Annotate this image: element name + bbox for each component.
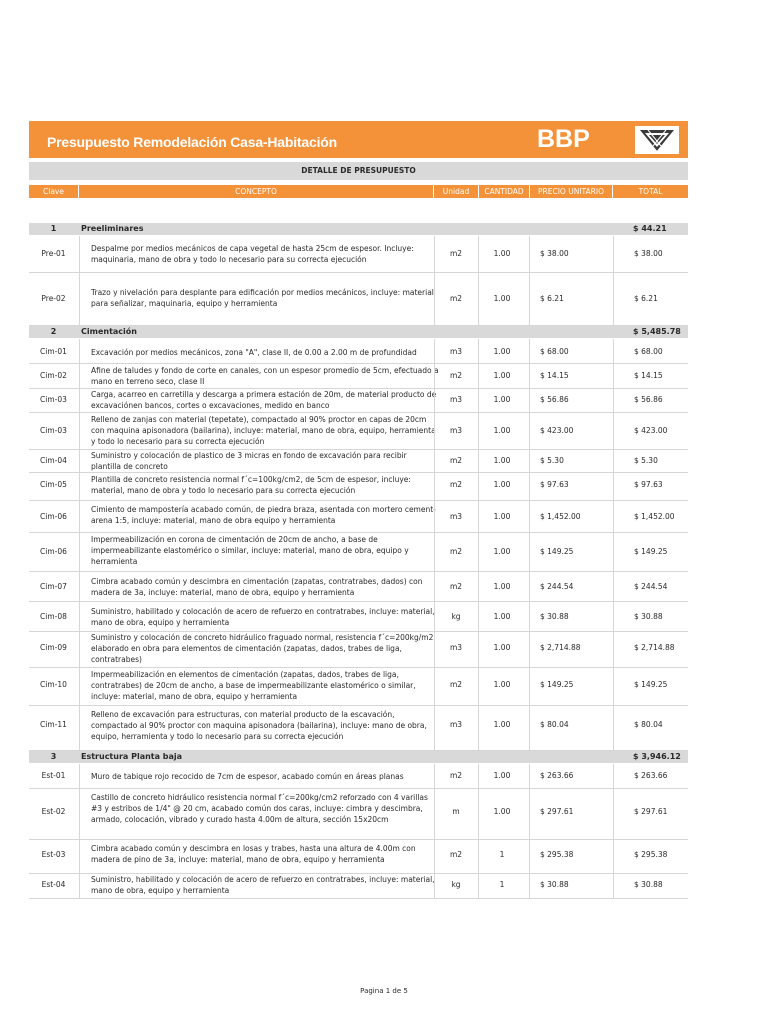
column-divider — [529, 236, 530, 272]
row-clave: Cim-10 — [40, 680, 67, 689]
row-unit-price: $ 14.15 — [540, 371, 569, 380]
row-quantity: 1.00 — [493, 347, 511, 356]
column-divider — [79, 339, 80, 363]
section-total: $ 5,485.78 — [633, 327, 681, 336]
column-divider — [529, 273, 530, 325]
table-row — [29, 273, 688, 326]
row-clave: Cim-01 — [40, 347, 67, 356]
table-row — [29, 413, 688, 450]
column-divider — [79, 413, 80, 449]
column-divider — [434, 364, 435, 388]
row-quantity: 1.00 — [493, 720, 511, 729]
column-divider — [613, 764, 614, 788]
row-unit: m3 — [449, 347, 463, 356]
table-row — [29, 236, 688, 273]
section-header — [29, 751, 688, 763]
row-unit: m2 — [449, 547, 463, 556]
column-divider — [529, 389, 530, 412]
section-name: Preeliminares — [81, 224, 144, 233]
row-clave: Cim-05 — [40, 480, 67, 489]
row-description: Suministro y colocación de plastico de 3 micras en fondo de excavación para recibir plantilla de concreto — [91, 451, 407, 471]
row-unit: m2 — [449, 371, 463, 380]
column-divider — [478, 501, 479, 532]
title-banner — [29, 121, 688, 158]
table-row — [29, 668, 688, 706]
row-clave: Cim-11 — [40, 720, 67, 729]
column-divider — [529, 339, 530, 363]
row-total: $ 297.61 — [634, 807, 668, 816]
row-description: Trazo y nivelación para desplante para edificación por medios mecánicos, incluye: material para señalizar, maquinaria, equipo y herramienta — [91, 288, 434, 308]
row-total: $ 263.66 — [634, 771, 668, 780]
row-total: $ 295.38 — [634, 850, 668, 859]
column-divider — [529, 840, 530, 873]
column-divider — [478, 533, 479, 571]
row-unit-price: $ 244.54 — [540, 582, 574, 591]
row-quantity: 1.00 — [493, 771, 511, 780]
row-description: Plantilla de concreto resistencia normal f´c=100kg/cm2, de 5cm de espesor, incluye: material, mano de obra y todo lo necesario para su correcta ejecución — [91, 475, 411, 495]
column-divider — [79, 764, 80, 788]
row-description: Relleno de excavación para estructuras, con material producto de la escavación, compactado al 90% proctor con maquina apisonadora (bailarina), incluye: mano de obra, equipo, herramienta y todo lo necesario para su correcta ejecución — [91, 710, 427, 741]
row-total: $ 2,714.88 — [634, 643, 675, 652]
column-header-precio: PRECIO UNITARIO — [530, 185, 613, 198]
brand-name: BBP — [537, 125, 590, 153]
row-unit: m2 — [449, 456, 463, 465]
column-divider — [529, 572, 530, 601]
column-divider — [529, 473, 530, 500]
row-clave: Pre-01 — [41, 249, 66, 258]
row-unit: m2 — [449, 294, 463, 303]
subtitle-bar: DETALLE DE PRESUPUESTO — [29, 162, 688, 180]
column-divider — [434, 473, 435, 500]
row-unit-price: $ 97.63 — [540, 480, 569, 489]
row-total: $ 68.00 — [634, 347, 663, 356]
column-divider — [434, 236, 435, 272]
section-name: Estructura Planta baja — [81, 752, 183, 761]
table-row — [29, 602, 688, 632]
row-total: $ 149.25 — [634, 547, 668, 556]
column-divider — [613, 602, 614, 631]
row-unit: m — [452, 807, 460, 816]
table-row — [29, 764, 688, 789]
column-divider — [613, 572, 614, 601]
row-quantity: 1.00 — [493, 512, 511, 521]
column-divider — [434, 668, 435, 705]
column-divider — [434, 450, 435, 472]
column-divider — [478, 450, 479, 472]
column-divider — [529, 764, 530, 788]
table-row — [29, 533, 688, 572]
column-header-clave: Clave — [29, 185, 79, 198]
column-divider — [478, 602, 479, 631]
column-divider — [79, 389, 80, 412]
column-divider — [79, 533, 80, 571]
column-divider — [79, 706, 80, 750]
row-unit: m2 — [449, 480, 463, 489]
column-divider — [434, 706, 435, 750]
row-unit: m3 — [449, 395, 463, 404]
column-divider — [434, 273, 435, 325]
row-total: $ 56.86 — [634, 395, 663, 404]
column-divider — [478, 632, 479, 667]
column-header-cantidad: CANTIDAD — [479, 185, 530, 198]
column-divider — [529, 632, 530, 667]
row-unit: m2 — [449, 850, 463, 859]
row-unit-price: $ 30.88 — [540, 612, 569, 621]
section-name: Cimentación — [81, 327, 137, 336]
row-unit-price: $ 295.38 — [540, 850, 574, 859]
row-description: Despalme por medios mecánicos de capa vegetal de hasta 25cm de espesor. Incluye: maquinaria, mano de obra y todo lo necesario para su correcta ejecución — [91, 244, 414, 264]
column-divider — [529, 533, 530, 571]
table-row — [29, 450, 688, 473]
row-unit-price: $ 149.25 — [540, 547, 574, 556]
column-divider — [613, 501, 614, 532]
column-divider — [613, 789, 614, 839]
column-divider — [613, 339, 614, 363]
column-divider — [478, 473, 479, 500]
column-divider — [79, 874, 80, 898]
column-divider — [613, 364, 614, 388]
page-number: Pagina 1 de 5 — [360, 987, 408, 995]
column-divider — [478, 572, 479, 601]
column-divider — [529, 874, 530, 898]
column-divider — [79, 602, 80, 631]
row-unit: m2 — [449, 771, 463, 780]
column-divider — [434, 501, 435, 532]
column-divider — [434, 413, 435, 449]
row-clave: Cim-04 — [40, 456, 67, 465]
row-description: Relleno de zanjas con material (tepetate), compactado al 90% proctor en capas de 20cm con maquina apisonadora (bailarina), incluye: material, mano de obra, equipo, herramienta y todo lo necesario para su correcta ejecución — [91, 415, 436, 446]
column-divider — [79, 450, 80, 472]
column-divider — [613, 706, 614, 750]
row-unit-price: $ 56.86 — [540, 395, 569, 404]
row-total: $ 244.54 — [634, 582, 668, 591]
document-title: Presupuesto Remodelación Casa-Habitación — [47, 134, 337, 150]
row-clave: Est-02 — [41, 807, 66, 816]
row-total: $ 14.15 — [634, 371, 663, 380]
row-clave: Cim-07 — [40, 582, 67, 591]
column-divider — [478, 840, 479, 873]
table-row — [29, 840, 688, 874]
row-unit: m2 — [449, 680, 463, 689]
row-unit-price: $ 6.21 — [540, 294, 564, 303]
column-header-row — [29, 185, 688, 198]
row-total: $ 38.00 — [634, 249, 663, 258]
section-number: 2 — [50, 327, 57, 336]
section-header — [29, 223, 688, 235]
column-divider — [478, 364, 479, 388]
column-divider — [434, 389, 435, 412]
column-divider — [434, 632, 435, 667]
column-divider — [529, 501, 530, 532]
row-description: Afine de taludes y fondo de corte en canales, con un espesor promedio de 5cm, efectuado a mano en terreno seco, clase II — [91, 366, 439, 386]
row-quantity: 1.00 — [493, 371, 511, 380]
column-divider — [478, 413, 479, 449]
row-unit-price: $ 297.61 — [540, 807, 574, 816]
triangle-lattice-logo-icon — [635, 126, 679, 154]
column-divider — [529, 668, 530, 705]
row-unit-price: $ 423.00 — [540, 426, 574, 435]
row-unit-price: $ 263.66 — [540, 771, 574, 780]
column-header-concepto: CONCEPTO — [79, 185, 434, 198]
row-quantity: 1.00 — [493, 680, 511, 689]
row-quantity: 1.00 — [493, 294, 511, 303]
column-divider — [478, 874, 479, 898]
row-unit: m2 — [449, 582, 463, 591]
row-clave: Est-04 — [41, 880, 66, 889]
row-description: Muro de tabique rojo recocido de 7cm de espesor, acabado común en áreas planas — [91, 772, 404, 781]
column-divider — [478, 789, 479, 839]
row-clave: Pre-02 — [41, 294, 66, 303]
column-divider — [79, 364, 80, 388]
row-unit-price: $ 149.25 — [540, 680, 574, 689]
row-clave: Cim-03 — [40, 395, 67, 404]
column-divider — [613, 668, 614, 705]
row-quantity: 1.00 — [493, 426, 511, 435]
row-description: Suministro, habilitado y colocación de acero de refuerzo en contratrabes, incluye: material, mano de obra, equipo y herramienta — [91, 607, 435, 627]
table-row — [29, 572, 688, 602]
row-unit: m3 — [449, 426, 463, 435]
column-divider — [434, 602, 435, 631]
column-divider — [79, 236, 80, 272]
row-clave: Cim-06 — [40, 547, 67, 556]
column-divider — [613, 533, 614, 571]
column-divider — [434, 572, 435, 601]
column-header-total: TOTAL — [638, 187, 663, 196]
column-divider — [529, 789, 530, 839]
row-description: Cimbra acabado común y descimbra en cimentación (zapatas, contratrabes, dados) con madera de 3a, incluye: material, mano de obra, equipo y herramienta — [91, 577, 423, 597]
row-total: $ 423.00 — [634, 426, 668, 435]
row-quantity: 1.00 — [493, 643, 511, 652]
column-divider — [529, 364, 530, 388]
table-row — [29, 339, 688, 364]
row-quantity: 1.00 — [493, 395, 511, 404]
column-divider — [613, 389, 614, 412]
section-total: $ 44.21 — [633, 224, 667, 233]
column-divider — [79, 501, 80, 532]
column-divider — [434, 764, 435, 788]
row-description: Impermeabilización en corona de cimentación de 20cm de ancho, a base de impermeabilizante elastomérico o similar, incluye: material, mano de obra, equipo y herramienta — [91, 535, 409, 566]
row-unit: m3 — [449, 720, 463, 729]
table-row — [29, 706, 688, 751]
column-divider — [478, 273, 479, 325]
column-divider — [478, 668, 479, 705]
column-divider — [529, 450, 530, 472]
section-number: 1 — [50, 224, 57, 233]
row-clave: Cim-06 — [40, 512, 67, 521]
row-quantity: 1.00 — [493, 249, 511, 258]
row-total: $ 97.63 — [634, 480, 663, 489]
row-quantity: 1.00 — [493, 456, 511, 465]
column-divider — [79, 668, 80, 705]
column-divider — [613, 236, 614, 272]
row-clave: Cim-02 — [40, 371, 67, 380]
row-total: $ 6.21 — [634, 294, 658, 303]
row-quantity: 1 — [499, 850, 505, 859]
row-total: $ 30.88 — [634, 612, 663, 621]
table-row — [29, 389, 688, 413]
row-unit-price: $ 1,452.00 — [540, 512, 581, 521]
column-divider — [79, 473, 80, 500]
row-quantity: 1.00 — [493, 547, 511, 556]
section-number: 3 — [50, 752, 57, 761]
column-divider — [529, 413, 530, 449]
column-divider — [478, 389, 479, 412]
column-divider — [79, 840, 80, 873]
table-row — [29, 501, 688, 533]
row-description: Excavación por medios mecánicos, zona "A", clase II, de 0.00 a 2.00 m de profundidad — [91, 348, 417, 357]
column-divider — [613, 413, 614, 449]
column-divider — [434, 840, 435, 873]
column-divider — [613, 450, 614, 472]
row-unit-price: $ 30.88 — [540, 880, 569, 889]
table-row — [29, 473, 688, 501]
column-divider — [478, 339, 479, 363]
row-description: Impermeabilización en elementos de cimentación (zapatas, dados, trabes de liga, contratrabes) de 20cm de ancho, a base de impermeabilizante elastomérico o similar, incluye: material, mano de obra, equipo y herramienta — [91, 670, 416, 701]
row-description: Suministro y colocación de concreto hidráulico fraguado normal, resistencia f´c=200kg/m2, elaborado en obra para elementos de cimentación (zapatas, dados, trabes de liga, contratrabes) — [91, 633, 436, 664]
row-description: Suministro, habilitado y colocación de acero de refuerzo en contratrabes, incluye: material, mano de obra, equipo y herramienta — [91, 875, 435, 895]
row-quantity: 1 — [499, 880, 505, 889]
row-unit-price: $ 68.00 — [540, 347, 569, 356]
row-clave: Est-03 — [41, 850, 66, 859]
column-divider — [613, 273, 614, 325]
column-divider — [613, 840, 614, 873]
row-quantity: 1.00 — [493, 480, 511, 489]
row-total: $ 80.04 — [634, 720, 663, 729]
column-divider — [79, 632, 80, 667]
row-description: Carga, acarreo en carretilla y descarga a primera estación de 20m, de material producto de excavaciónen bancos, cortes o excavaciones, medido en banco — [91, 390, 437, 410]
row-unit: m3 — [449, 512, 463, 521]
column-divider — [529, 706, 530, 750]
row-clave: Cim-03 — [40, 426, 67, 435]
row-clave: Cim-08 — [40, 612, 67, 621]
column-divider — [613, 632, 614, 667]
table-row — [29, 632, 688, 668]
column-divider — [478, 706, 479, 750]
row-total: $ 30.88 — [634, 880, 663, 889]
section-total: $ 3,946.12 — [633, 752, 681, 761]
row-total: $ 149.25 — [634, 680, 668, 689]
row-unit: kg — [451, 880, 461, 889]
row-description: Cimbra acabado común y descimbra en losas y trabes, hasta una altura de 4.00m con madera de pino de 3a, incluye: material, mano de obra, equipo y herramienta — [91, 844, 416, 864]
row-description: Cimiento de mampostería acabado común, de piedra braza, asentada con mortero cement-arena 1:5, incluye: material, mano de obra equipo y herramienta — [91, 505, 436, 525]
table-row — [29, 364, 688, 389]
column-divider — [434, 339, 435, 363]
row-unit: m2 — [449, 249, 463, 258]
column-divider — [434, 789, 435, 839]
row-quantity: 1.00 — [493, 612, 511, 621]
row-description: Castillo de concreto hidráulico resistencia normal f´c=200kg/cm2 reforzado con 4 varillas #3 y estribos de 1/4" @ 20 cm, acabado común dos caras, incluye: cimbra y descimbra, armado, colocación, vibrado y curado hasta 4.00m de altura, sección 15x20cm — [91, 793, 428, 824]
column-divider — [79, 273, 80, 325]
column-divider — [613, 874, 614, 898]
row-quantity: 1.00 — [493, 582, 511, 591]
column-header-unidad: Unidad — [434, 185, 479, 198]
row-unit-price: $ 80.04 — [540, 720, 569, 729]
column-divider — [79, 789, 80, 839]
row-unit: kg — [451, 612, 461, 621]
column-divider — [613, 473, 614, 500]
column-divider — [434, 874, 435, 898]
table-row — [29, 874, 688, 899]
table-row — [29, 789, 688, 840]
row-unit: m3 — [449, 643, 463, 652]
row-unit-price: $ 5.30 — [540, 456, 564, 465]
column-divider — [529, 602, 530, 631]
row-clave: Cim-09 — [40, 643, 67, 652]
column-divider — [478, 764, 479, 788]
column-divider — [79, 572, 80, 601]
section-header — [29, 326, 688, 338]
row-clave: Est-01 — [41, 771, 66, 780]
row-unit-price: $ 38.00 — [540, 249, 569, 258]
column-divider — [434, 533, 435, 571]
column-divider — [478, 236, 479, 272]
row-quantity: 1.00 — [493, 807, 511, 816]
row-total: $ 1,452.00 — [634, 512, 675, 521]
row-unit-price: $ 2,714.88 — [540, 643, 581, 652]
row-total: $ 5.30 — [634, 456, 658, 465]
